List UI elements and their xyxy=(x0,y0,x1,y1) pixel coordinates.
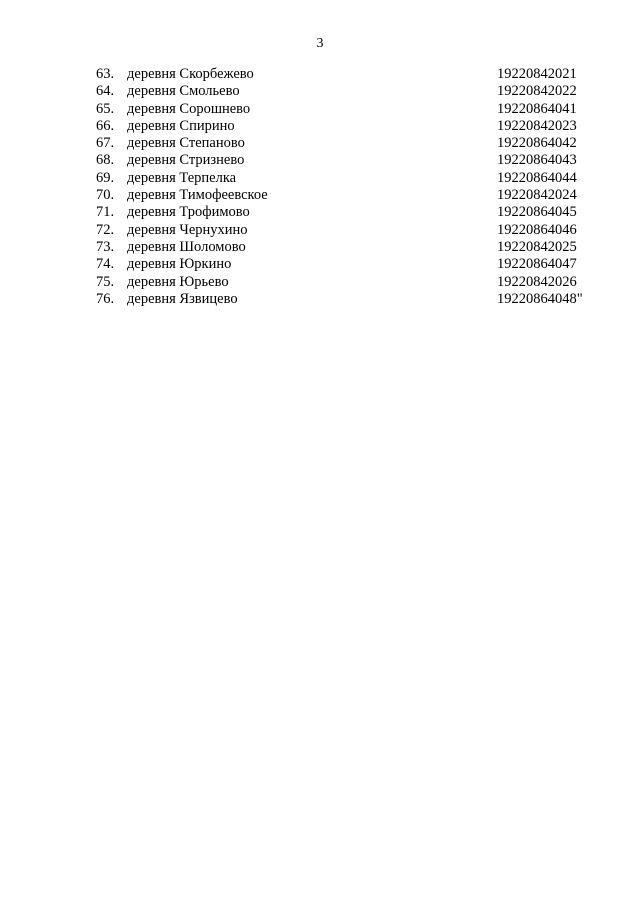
settlement-name: деревня Шоломово xyxy=(127,238,246,255)
oktmo-code: 19220864042 xyxy=(497,135,577,152)
oktmo-code: 19220842026 xyxy=(497,273,577,290)
item-number: 70. xyxy=(96,187,115,204)
oktmo-code: 19220864041 xyxy=(497,100,577,117)
list-item xyxy=(0,222,640,239)
item-number: 64. xyxy=(96,83,115,100)
settlement-name: деревня Юркино xyxy=(127,256,232,273)
oktmo-code: 19220842025 xyxy=(497,238,577,255)
list-item xyxy=(0,204,640,221)
list-item xyxy=(0,152,640,169)
oktmo-code: 19220842022 xyxy=(497,83,577,100)
oktmo-code: 19220842021 xyxy=(497,66,577,82)
oktmo-code: 19220842023 xyxy=(497,117,577,134)
item-number: 71. xyxy=(96,204,115,221)
settlement-name: деревня Язвицево xyxy=(127,290,238,307)
item-number: 65. xyxy=(96,100,115,117)
list-item xyxy=(0,101,640,118)
oktmo-code: 19220842024 xyxy=(497,187,577,204)
item-number: 75. xyxy=(96,273,115,290)
oktmo-code: 19220864044 xyxy=(497,169,577,186)
list-item xyxy=(0,83,640,100)
settlement-name: деревня Юрьево xyxy=(127,273,229,290)
list-item xyxy=(0,66,640,83)
item-number: 66. xyxy=(96,117,115,134)
settlement-name: деревня Стризнево xyxy=(127,152,245,169)
settlement-name: деревня Трофимово xyxy=(127,204,250,221)
settlement-name: деревня Скорбежево xyxy=(127,66,254,82)
item-number: 67. xyxy=(96,135,115,152)
list-item xyxy=(0,256,640,273)
oktmo-code: 19220864046 xyxy=(497,221,577,238)
oktmo-code: 19220864047 xyxy=(497,256,577,273)
settlement-name: деревня Тимофеевское xyxy=(127,187,268,204)
list-item xyxy=(0,135,640,152)
settlement-name: деревня Терпелка xyxy=(127,169,237,186)
list-item xyxy=(0,187,640,204)
settlement-name: деревня Сорошнево xyxy=(127,100,251,117)
page-number: 3 xyxy=(316,36,324,51)
oktmo-code: 19220864043 xyxy=(497,152,577,169)
oktmo-code: 19220864048" xyxy=(497,290,583,307)
item-number: 68. xyxy=(96,152,115,169)
settlement-name: деревня Степаново xyxy=(127,135,245,152)
item-number: 76. xyxy=(96,290,115,307)
settlement-name: деревня Смольево xyxy=(127,83,240,100)
list-item xyxy=(0,170,640,187)
item-number: 73. xyxy=(96,238,115,255)
settlement-name: деревня Спирино xyxy=(127,117,235,134)
list-item xyxy=(0,291,640,308)
list-item xyxy=(0,274,640,291)
settlement-list xyxy=(0,66,640,308)
item-number: 69. xyxy=(96,169,115,186)
oktmo-code: 19220864045 xyxy=(497,204,577,221)
list-item xyxy=(0,118,640,135)
item-number: 74. xyxy=(96,256,115,273)
settlement-name: деревня Чернухино xyxy=(127,221,248,238)
list-item xyxy=(0,239,640,256)
item-number: 72. xyxy=(96,221,115,238)
item-number: 63. xyxy=(96,66,115,82)
